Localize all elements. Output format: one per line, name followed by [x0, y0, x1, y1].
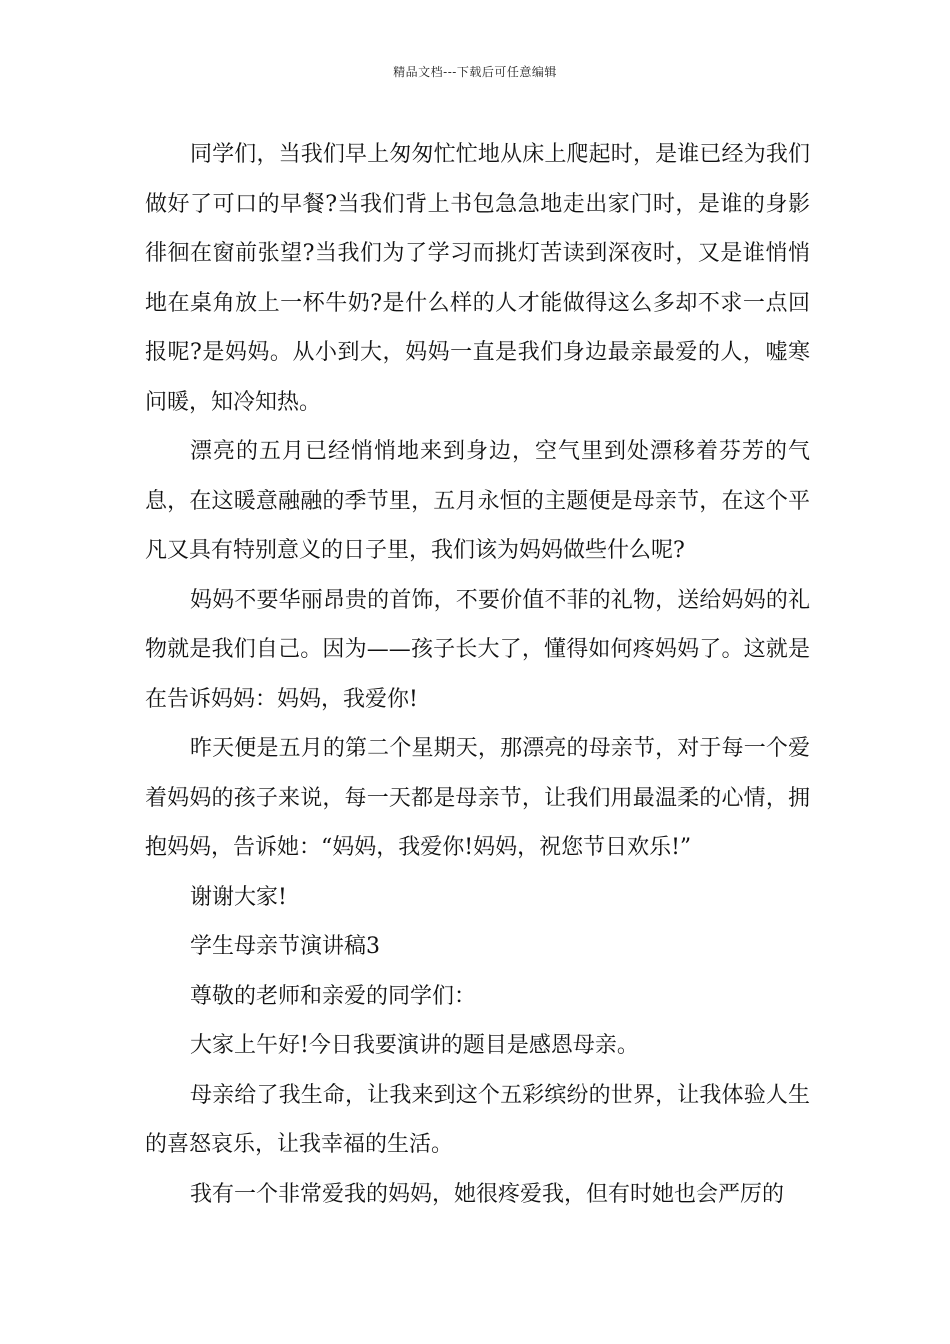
paragraph-2: 漂亮的五月已经悄悄地来到身边，空气里到处漂移着芬芳的气息，在这暖意融融的季节里，五月永恒的主题便是母亲节，在这个平凡又具有特别意义的日子里，我们该为妈妈做些什么呢? [145, 439, 810, 563]
document-body [145, 130, 810, 1219]
paragraph-3: 妈妈不要华丽昂贵的首饰，不要价值不菲的礼物，送给妈妈的礼物就是我们自己。因为——孩子长大了，懂得如何疼妈妈了。这就是在告诉妈妈：妈妈，我爱你! [145, 587, 810, 712]
paragraph-thanks: 谢谢大家! [190, 884, 287, 910]
salutation: 尊敬的老师和亲爱的同学们： [190, 983, 477, 1009]
section-title: 学生母亲节演讲稿3 [190, 934, 380, 959]
paragraph-5: 母亲给了我生命，让我来到这个五彩缤纷的世界，让我体验人生的喜怒哀乐，让我幸福的生活。 [145, 1082, 810, 1157]
paragraph-4: 昨天便是五月的第二个星期天，那漂亮的母亲节，对于每一个爱着妈妈的孩子来说，每一天都是母亲节，让我们用最温柔的心情，拥抱妈妈，告诉她：“妈妈，我爱你!妈妈，祝您节日欢乐!” [145, 736, 810, 860]
page-header: 精品文档---下载后可任意编辑 [393, 65, 557, 79]
greeting: 大家上午好!今日我要演讲的题目是感恩母亲。 [190, 1033, 639, 1058]
paragraph-6: 我有一个非常爱我的妈妈，她很疼爱我，但有时她也会严厉的 [190, 1181, 785, 1207]
paragraph-1: 同学们，当我们早上匆匆忙忙地从床上爬起时，是谁已经为我们做好了可口的早餐?当我们背上书包急急地走出家门时，是谁的身影徘徊在窗前张望?当我们为了学习而挑灯苦读到深夜时，又是谁悄悄地在桌角放上一杯牛奶?是什么样的人才能做得这么多却不求一点回报呢?是妈妈。从小到大，妈妈一直是我们身边最亲最爱的人，嘘寒问暖，知冷知热。 [145, 142, 810, 415]
